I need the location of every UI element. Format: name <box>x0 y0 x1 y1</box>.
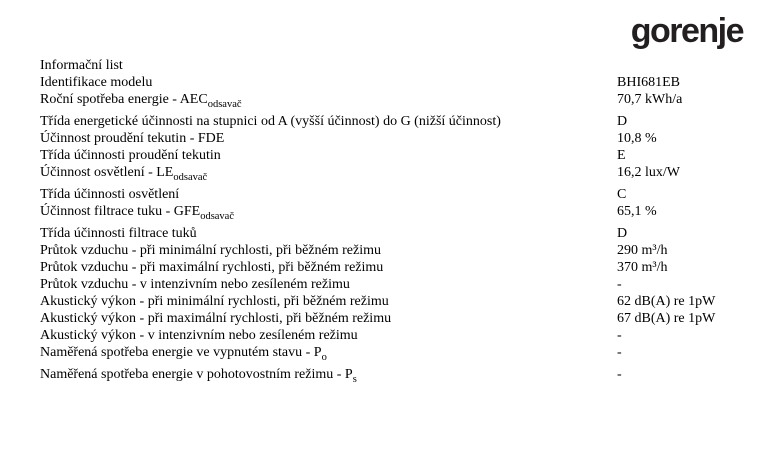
table-row <box>40 113 769 130</box>
row-value: 62 dB(A) re 1pW <box>617 294 716 309</box>
table-row <box>40 164 769 186</box>
table-row <box>40 203 769 225</box>
row-label-text: Naměřená spotřeba energie ve vypnutém stavu - P <box>40 345 322 360</box>
row-value: - <box>617 328 622 343</box>
row-label <box>40 344 617 361</box>
row-label-text: Třída účinnosti filtrace tuků <box>40 226 197 241</box>
row-value: 290 m³/h <box>617 243 668 258</box>
spec-table <box>40 57 769 388</box>
gorenje-logo: gorenje <box>630 12 743 50</box>
row-label-text: Třída účinnosti proudění tekutin <box>40 148 221 163</box>
table-row <box>40 242 769 259</box>
row-label <box>40 259 617 276</box>
row-value: 65,1 % <box>617 204 657 219</box>
row-label-text: Účinnost proudění tekutin - FDE <box>40 131 225 146</box>
row-value: BHI681EB <box>617 75 680 90</box>
row-label <box>40 113 617 130</box>
table-row <box>40 147 769 164</box>
row-label-text: Účinnost filtrace tuku - GFE <box>40 204 201 219</box>
row-label <box>40 164 617 181</box>
row-label <box>40 242 617 259</box>
row-label-text: Průtok vzduchu - při minimální rychlosti, při běžném režimu <box>40 243 381 258</box>
table-row <box>40 225 769 242</box>
row-label <box>40 57 617 74</box>
row-label-text: Roční spotřeba energie - AEC <box>40 92 208 107</box>
row-label-text: Třída energetické účinnosti na stupnici od A (vyšší účinnost) do G (nižší účinnost) <box>40 114 501 129</box>
row-label <box>40 225 617 242</box>
row-label <box>40 130 617 147</box>
row-value: D <box>617 226 628 241</box>
table-row <box>40 310 769 327</box>
table-row <box>40 366 769 388</box>
row-value: C <box>617 187 627 202</box>
row-value: D <box>617 114 628 129</box>
row-value: 10,8 % <box>617 131 657 146</box>
row-label-text: Naměřená spotřeba energie v pohotovostním režimu - P <box>40 367 353 382</box>
row-label-text: Třída účinnosti osvětlení <box>40 187 180 202</box>
table-row <box>40 259 769 276</box>
row-value: E <box>617 148 626 163</box>
row-label <box>40 91 617 108</box>
row-value: - <box>617 367 622 382</box>
table-row <box>40 276 769 293</box>
row-value: - <box>617 345 622 360</box>
row-label-text: Akustický výkon - při minimální rychlosti, při běžném režimu <box>40 294 389 309</box>
table-row <box>40 186 769 203</box>
table-row <box>40 74 769 91</box>
row-label-text: Identifikace modelu <box>40 75 153 90</box>
row-value: 70,7 kWh/a <box>617 92 683 107</box>
row-label <box>40 310 617 327</box>
row-label-text: Účinnost osvětlení - LE <box>40 165 174 180</box>
row-label-subscript: o <box>321 352 327 363</box>
row-label <box>40 276 617 293</box>
row-value: 370 m³/h <box>617 260 668 275</box>
row-label <box>40 147 617 164</box>
row-label <box>40 203 617 220</box>
row-label <box>40 366 617 383</box>
row-label-text: Průtok vzduchu - při maximální rychlosti, při běžném režimu <box>40 260 384 275</box>
row-label-subscript: odsavač <box>173 172 208 183</box>
row-label <box>40 327 617 344</box>
row-label <box>40 74 617 91</box>
row-label-subscript: odsavač <box>200 211 235 222</box>
row-value: - <box>617 277 622 292</box>
row-label-text: Informační list <box>40 58 123 73</box>
row-label-subscript: odsavač <box>207 99 242 110</box>
row-value: 16,2 lux/W <box>617 165 680 180</box>
table-row <box>40 130 769 147</box>
table-row <box>40 57 769 74</box>
table-row <box>40 327 769 344</box>
table-row <box>40 344 769 366</box>
row-label <box>40 293 617 310</box>
row-value: 67 dB(A) re 1pW <box>617 311 716 326</box>
row-label-text: Akustický výkon - při maximální rychlosti, při běžném režimu <box>40 311 392 326</box>
row-label-text: Průtok vzduchu - v intenzivním nebo zesíleném režimu <box>40 277 350 292</box>
row-label <box>40 186 617 203</box>
table-row <box>40 293 769 310</box>
row-label-text: Akustický výkon - v intenzivním nebo zesíleném režimu <box>40 328 358 343</box>
table-row <box>40 91 769 113</box>
row-label-subscript: s <box>352 374 357 385</box>
